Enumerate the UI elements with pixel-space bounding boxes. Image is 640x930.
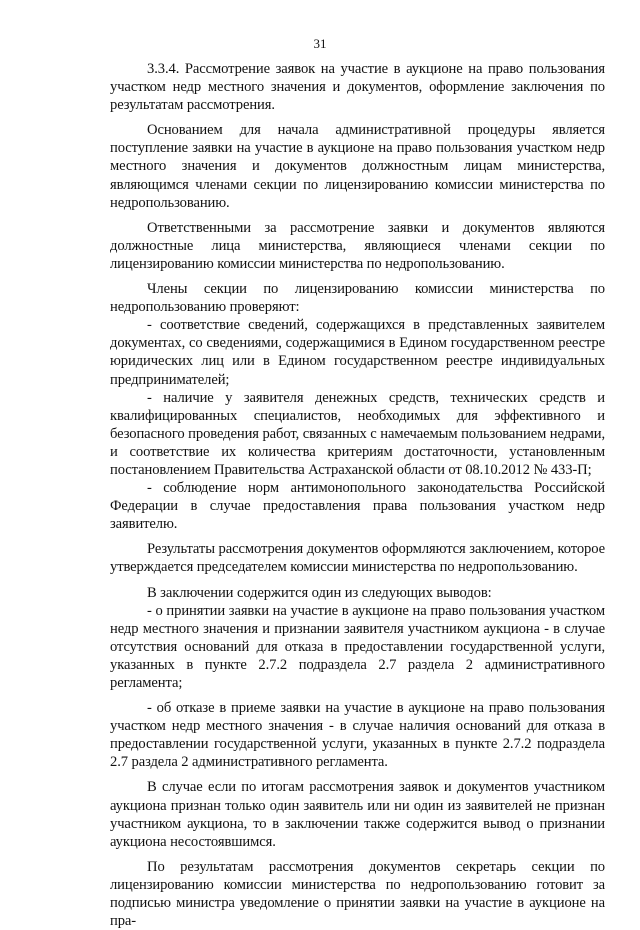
list-item: - об отказе в приеме заявки на участие в аукционе на право пользования участком недр местного значения - в случае наличия оснований для отказа в предоставлении государственной услуги, указанных в пункте 2.7.2 подраздела 2.7 раздела 2 административного регламента. bbox=[110, 700, 605, 771]
paragraph: Основанием для начала административной процедуры является поступление заявки на участие в аукционе на право пользования участком недр местного значения и документов должностным лицам министерства, являющимся членами секции по лицензированию комиссии министерства по недропользованию. bbox=[110, 122, 605, 211]
section-heading: 3.3.4. Рассмотрение заявок на участие в аукционе на право пользования участком недр местного значения и документов, оформление заключения по результатам рассмотрения. bbox=[110, 61, 605, 114]
document-body bbox=[110, 60, 605, 930]
paragraph: В заключении содержится один из следующих выводов: bbox=[147, 584, 492, 601]
list-item: - соблюдение норм антимонопольного законодательства Российской Федерации в случае предоставления права пользования участком недр заявителю. bbox=[110, 480, 605, 533]
list-item: - о принятии заявки на участие в аукционе на право пользования участком недр местного значения и признании заявителя участником аукциона - в случае отсутствия оснований для отказа в предоставлении государственной услуги, указанных в пункте 2.7.2 подраздела 2.7 раздела 2 административного регламента; bbox=[110, 602, 605, 691]
paragraph: Ответственными за рассмотрение заявки и документов являются должностные лица министерства, являющиеся членами секции по лицензированию комиссии министерства по недропользованию. bbox=[110, 219, 605, 272]
paragraph: Члены секции по лицензированию комиссии министерства по недропользованию проверяют: bbox=[110, 281, 605, 316]
paragraph: В случае если по итогам рассмотрения заявок и документов участником аукциона признан только один заявитель или ни один из заявителей не признан участником аукциона, то в заключении также содержится вывод о признании аукциона несостоявшимся. bbox=[110, 779, 605, 850]
list-item: - наличие у заявителя денежных средств, технических средств и квалифицированных специалистов, необходимых для эффективного и безопасного проведения работ, связанных с намечаемым пользованием недрами, и соответствие их количества критериям достаточности, установленным постановлением Правительства Астраханской области от 08.10.2012 № 433-П; bbox=[110, 389, 605, 478]
page-number: 31 bbox=[313, 36, 327, 51]
paragraph: Результаты рассмотрения документов оформляются заключением, которое утверждается председателем комиссии министерства по недропользованию. bbox=[110, 541, 605, 576]
list-item: - соответствие сведений, содержащихся в представленных заявителем документах, со сведениями, содержащимися в Едином государственном реестре юридических лиц или в Едином государственном реестре индивидуальных предпринимателей; bbox=[110, 317, 605, 388]
paragraph: По результатам рассмотрения документов секретарь секции по лицензированию комиссии министерства по недропользованию готовит за подписью министра уведомление о принятии заявки на участие в аукционе на пра- bbox=[110, 858, 605, 930]
